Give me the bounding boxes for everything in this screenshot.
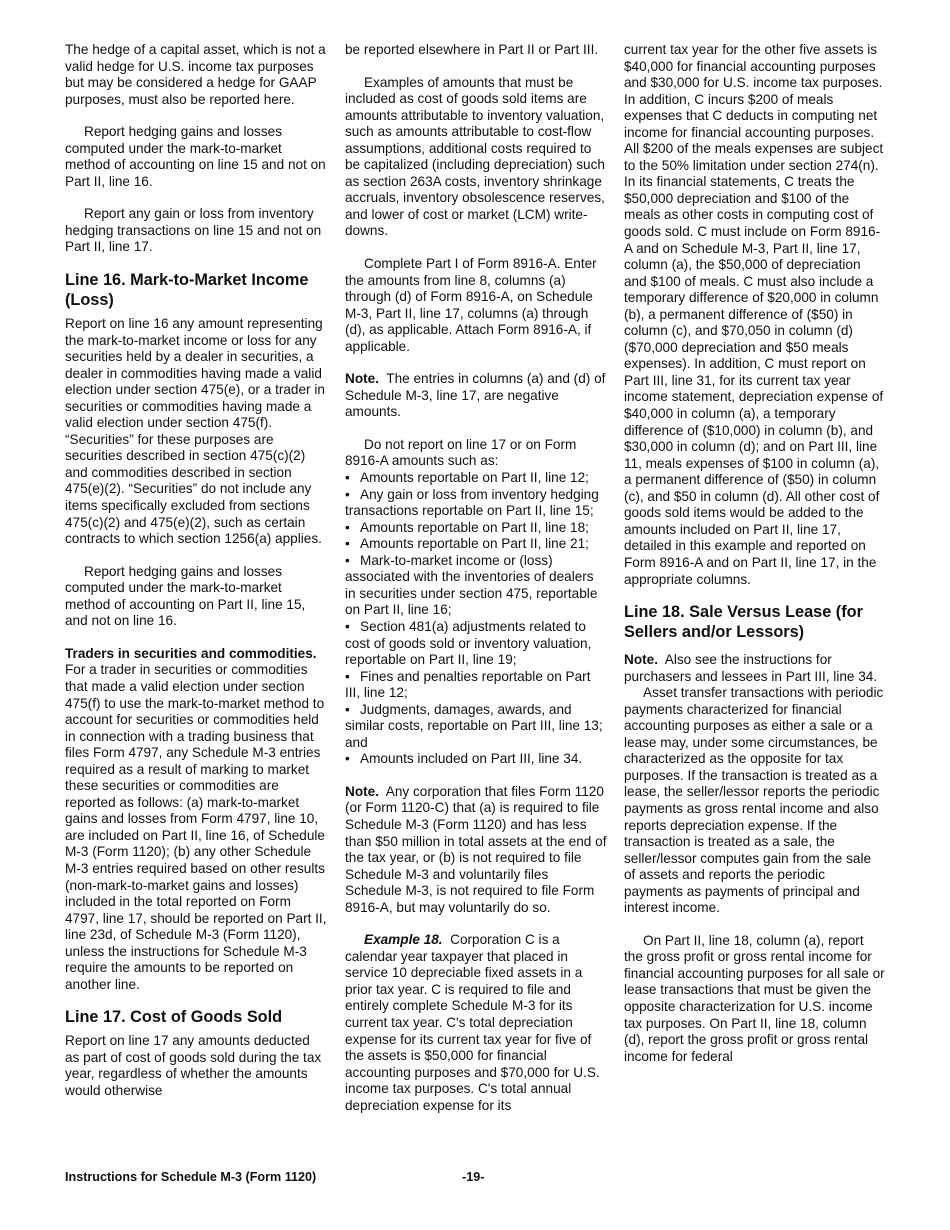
- column-middle: [345, 42, 607, 1130]
- note-purchasers: [624, 652, 886, 685]
- list-item: • Any gain or loss from inventory hedging transactions reportable on Part II, line 15;: [345, 487, 607, 520]
- note-text: The entries in columns (a) and (d) of Schedule M-3, line 17, are negative amounts.: [345, 371, 606, 420]
- note-label: Note.: [345, 371, 379, 387]
- note-form-1120: [345, 784, 607, 916]
- traders-run-in-heading: Traders in securities and commodities.: [65, 645, 317, 661]
- example-text: Corporation C is a calendar year taxpayer that placed in service 10 depreciable fixed assets in a prior tax year. C is required to file and entirely complete Schedule M-3 for its current tax year. C's total depreciation expense for its current tax year for five of the assets is $50,000 for financial accounting purposes and $70,000 for U.S. income tax purposes. C's total annual depreciation expense for its: [345, 932, 600, 1113]
- note-text: Any corporation that files Form 1120 (or Form 1120-C) that (a) is required to file Schedule M-3 (Form 1120) and has less than $50 million in total assets at the end of the tax year, or (b) is not required to file Schedule M-3 and voluntarily files Schedule M-3, is not required to file Form 8916-A, but may voluntarily do so.: [345, 783, 607, 915]
- note-label: Note.: [624, 652, 658, 668]
- do-not-report-list: [345, 470, 607, 768]
- column-right: [624, 42, 886, 1081]
- list-item: • Judgments, damages, awards, and similar costs, reportable on Part III, line 13; and: [345, 702, 607, 752]
- note-text: Also see the instructions for purchasers and lessees in Part III, line 34.: [624, 652, 878, 684]
- part-ii-line-18-paragraph: On Part II, line 18, column (a), report the gross profit or gross rental income for financial accounting purposes for all sale or lease transactions that must be given the opposite characterization for U.S. income tax purposes. On Part II, line 18, column (d), report the gross profit or gross rental income for federal: [624, 932, 885, 1064]
- traders-paragraph: [65, 646, 327, 993]
- inventory-hedging-paragraph: Report any gain or loss from inventory hedging transactions on line 15 and not on Part II, line 17.: [65, 206, 322, 255]
- line-18-heading: Line 18. Sale Versus Lease (for Sellers and/or Lessors): [624, 603, 863, 642]
- list-item: • Amounts included on Part III, line 34.: [345, 751, 607, 768]
- note-label: Note.: [345, 783, 379, 799]
- hedging-part-ii-paragraph: Report hedging gains and losses computed under the mark-to-market method of accounting on Part II, line 15, and not on line 16.: [65, 563, 306, 629]
- example-label: Example 18.: [364, 932, 443, 948]
- do-not-report-intro: Do not report on line 17 or on Form 8916-A amounts such as:: [345, 436, 577, 469]
- example-18-paragraph: [345, 932, 607, 1114]
- page-footer: [65, 1170, 885, 1188]
- line-16-paragraph: Report on line 16 any amount representing the mark-to-market income or loss for any securities held by a dealer in securities, a dealer in commodities having made a valid election under section 475(e), or a trader in securities or commodities having made a valid election under section 475(f). “Securities” for these purposes are securities described in section 475(c)(2) and commodities described in section 475(e)(2). “Securities” do not include any items specifically excluded from sections 475(c)(2) and 475(e)(2), such as certain contracts to which section 1256(a) applies.: [65, 316, 325, 547]
- list-item: • Mark-to-market income or (loss) associated with the inventories of dealers in securities under section 475, reportable on Part II, line 16;: [345, 553, 607, 619]
- form-8916a-paragraph: Complete Part I of Form 8916-A. Enter the amounts from line 8, columns (a) through (d) of Form 8916-A, on Schedule M-3, Part II, line 17, columns (a) through (d), as applicable. Attach Form 8916-A, if applicable.: [345, 256, 597, 354]
- footer-title: Instructions for Schedule M-3 (Form 1120): [65, 1170, 317, 1184]
- line-17-paragraph: Report on line 17 any amounts deducted as part of cost of goods sold during the tax year, regardless of whether the amounts would otherwise: [65, 1033, 322, 1098]
- page-number: -19-: [462, 1170, 485, 1184]
- note-negative-amounts: [345, 371, 607, 421]
- capital-asset-hedge-paragraph: The hedge of a capital asset, which is not a valid hedge for U.S. income tax purposes but may be considered a hedge for GAAP purposes, must also be reported here.: [65, 42, 326, 107]
- column-left: [65, 42, 327, 1116]
- list-item: • Section 481(a) adjustments related to cost of goods sold or inventory valuation, reportable on Part II, line 19;: [345, 619, 607, 669]
- example-18-continued: current tax year for the other five assets is $40,000 for financial accounting purposes and $30,000 for U.S. income tax purposes. In addition, C incurs $200 of meals expenses that C deducts in computing net income for financial accounting purposes. All $200 of the meals expenses are subject to the 50% limitation under section 274(n). In its financial statements, C treats the $50,000 depreciation and $100 of the meals as other costs in computing cost of goods sold. C must include on Form 8916-A and on Schedule M-3, Part II, line 17, column (a), the $50,000 of depreciation and $100 of meals. C must also include a temporary difference of $20,000 in column (b), a permanent difference of ($50) in column (c), and $70,050 in column (d) ($70,000 depreciation and $50 meals expenses). In addition, C must report on Part III, line 31, for its current tax year income statement, depreciation expense of $40,000 in column (a), a temporary difference of ($10,000) in column (b), and $30,000 in column (d); and on Part III, line 11, meals expenses of $100 in column (a), a permanent difference of ($50) in column (c), and $50 in column (d). All other cost of goods sold items would be added to the amounts included on Part II, line 17, detailed in this example and reported on Form 8916-A and on Part II, line 17, in the appropriate columns.: [624, 42, 884, 587]
- list-item: • Fines and penalties reportable on Part III, line 12;: [345, 669, 607, 702]
- list-item: • Amounts reportable on Part II, line 12;: [345, 470, 607, 487]
- list-item: • Amounts reportable on Part II, line 18;: [345, 520, 607, 537]
- continued-paragraph: be reported elsewhere in Part II or Part III.: [345, 42, 599, 57]
- cogs-examples-paragraph: Examples of amounts that must be included as cost of goods sold items are amounts attributable to inventory valuation, such as amounts attributable to cost-flow assumptions, additional costs required to be capitalized (including depreciation) such as section 263A costs, inventory shrinkage accruals, inventory obsolescence reserves, and lower of cost or market (LCM) write-downs.: [345, 74, 605, 239]
- line-16-heading: Line 16. Mark-to-Market Income (Loss): [65, 271, 309, 310]
- traders-text: For a trader in securities or commodities that made a valid election under section 475(f) to use the mark-to-market method to account for securities or commodities held in connection with a trading business that files Form 4797, any Schedule M-3 entries required as a result of marking to market these securities or commodities are reported as follows: (a) mark-to-market gains and losses from Form 4797, line 10, are included on Part II, line 16, of Schedule M-3 (Form 1120); (b) any other Schedule M-3 entries required based on other results (non-mark-to-market gains and losses) included in the total reported on Form 4797, line 17, should be reported on Part II, line 23d, of Schedule M-3 (Form 1120), unless the instructions for Schedule M-3 require the amounts to be reported on another line.: [65, 662, 327, 992]
- asset-transfer-paragraph: Asset transfer transactions with periodic payments characterized for financial accounting purposes as either a sale or a lease may, under some circumstances, be characterized as the opposite for tax purposes. If the transaction is treated as a lease, the seller/lessor reports the periodic payments as gross rental income and also reports depreciation expense. If the transaction is treated as a sale, the seller/lessor computes gain from the sale of assets and reports the periodic payments as payments of principal and interest income.: [624, 685, 884, 916]
- mark-to-market-hedging-paragraph: Report hedging gains and losses computed under the mark-to-market method of accounting on line 15 and not on Part II, line 16.: [65, 124, 326, 189]
- line-17-heading: Line 17. Cost of Goods Sold: [65, 1008, 283, 1027]
- list-item: • Amounts reportable on Part II, line 21;: [345, 536, 607, 553]
